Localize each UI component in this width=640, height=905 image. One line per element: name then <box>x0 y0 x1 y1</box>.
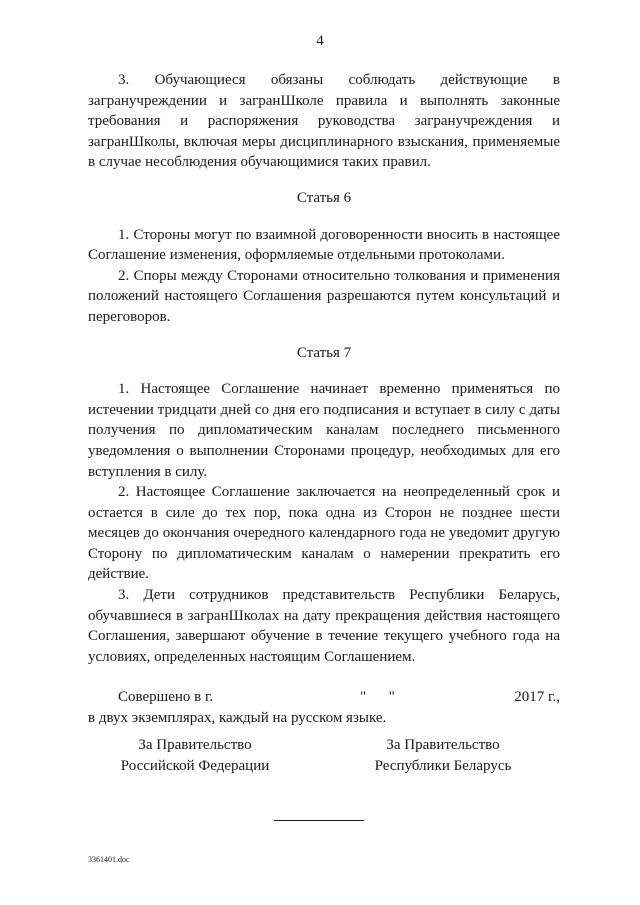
signature-belarus-line1: За Правительство <box>386 737 500 753</box>
signing-copies: в двух экземплярах, каждый на русском языке. <box>88 710 387 727</box>
signing-place: Совершено в г. <box>118 689 214 706</box>
signature-russia <box>90 735 300 776</box>
signing-date-quotes: " " <box>360 689 395 706</box>
article7-paragraph-1: 1. Настоящее Соглашение начинает временно применяться по истечении тридцати дней со дня его подписания и вступает в силу с даты получения по дипломатическим каналам последнего письменного уведомления о выполнении Сторонами процедур, необходимых для его вступления в силу. <box>88 381 560 480</box>
article7-title: Статья 7 <box>296 344 352 361</box>
footer-doc-code: 3361401.doc <box>88 855 130 864</box>
document-body <box>88 70 560 729</box>
signature-russia-line1: За Правительство <box>138 737 252 753</box>
article7-paragraph-3: 3. Дети сотрудников представительств Республики Беларусь, обучавшиеся в загранШколах на дату прекращения действия настоящего Соглашения, завершают обучение в течение текущего учебного года на условиях, определенных настоящим Соглашением. <box>88 587 560 665</box>
article6-title: Статья 6 <box>296 189 352 206</box>
signature-russia-line2: Российской Федерации <box>120 757 270 774</box>
signature-belarus <box>338 735 548 776</box>
article5-paragraph-3: 3. Обучающиеся обязаны соблюдать действующие в загранучреждении и загранШколе правила и выполнять законные требования и распоряжения руководства загранучреждения и загранШколы, включая меры дисциплинарного взыскания, применяемые в случае несоблюдения обучающимися таких правил. <box>88 72 560 171</box>
end-rule <box>274 820 364 821</box>
article6-paragraph-2: 2. Споры между Сторонами относительно толкования и применения положений настоящего Соглашения разрешаются путем консультаций и переговоров. <box>88 267 560 325</box>
article7-paragraph-2: 2. Настоящее Соглашение заключается на неопределенный срок и остается в силе до тех пор, пока одна из Сторон не позднее шести месяцев до окончания очередного календарного года не уведомит другую Сторону по дипломатическим каналам о намерении прекратить его действие. <box>88 484 560 583</box>
signature-block <box>0 735 640 779</box>
signing-year: 2017 г., <box>514 689 560 706</box>
signature-belarus-line2: Республики Беларусь <box>374 757 512 774</box>
article6-paragraph-1: 1. Стороны могут по взаимной договоренности вносить в настоящее Соглашение изменения, оформляемые отдельными протоколами. <box>88 226 560 264</box>
signing-line <box>88 687 560 708</box>
page-number: 4 <box>316 33 324 49</box>
